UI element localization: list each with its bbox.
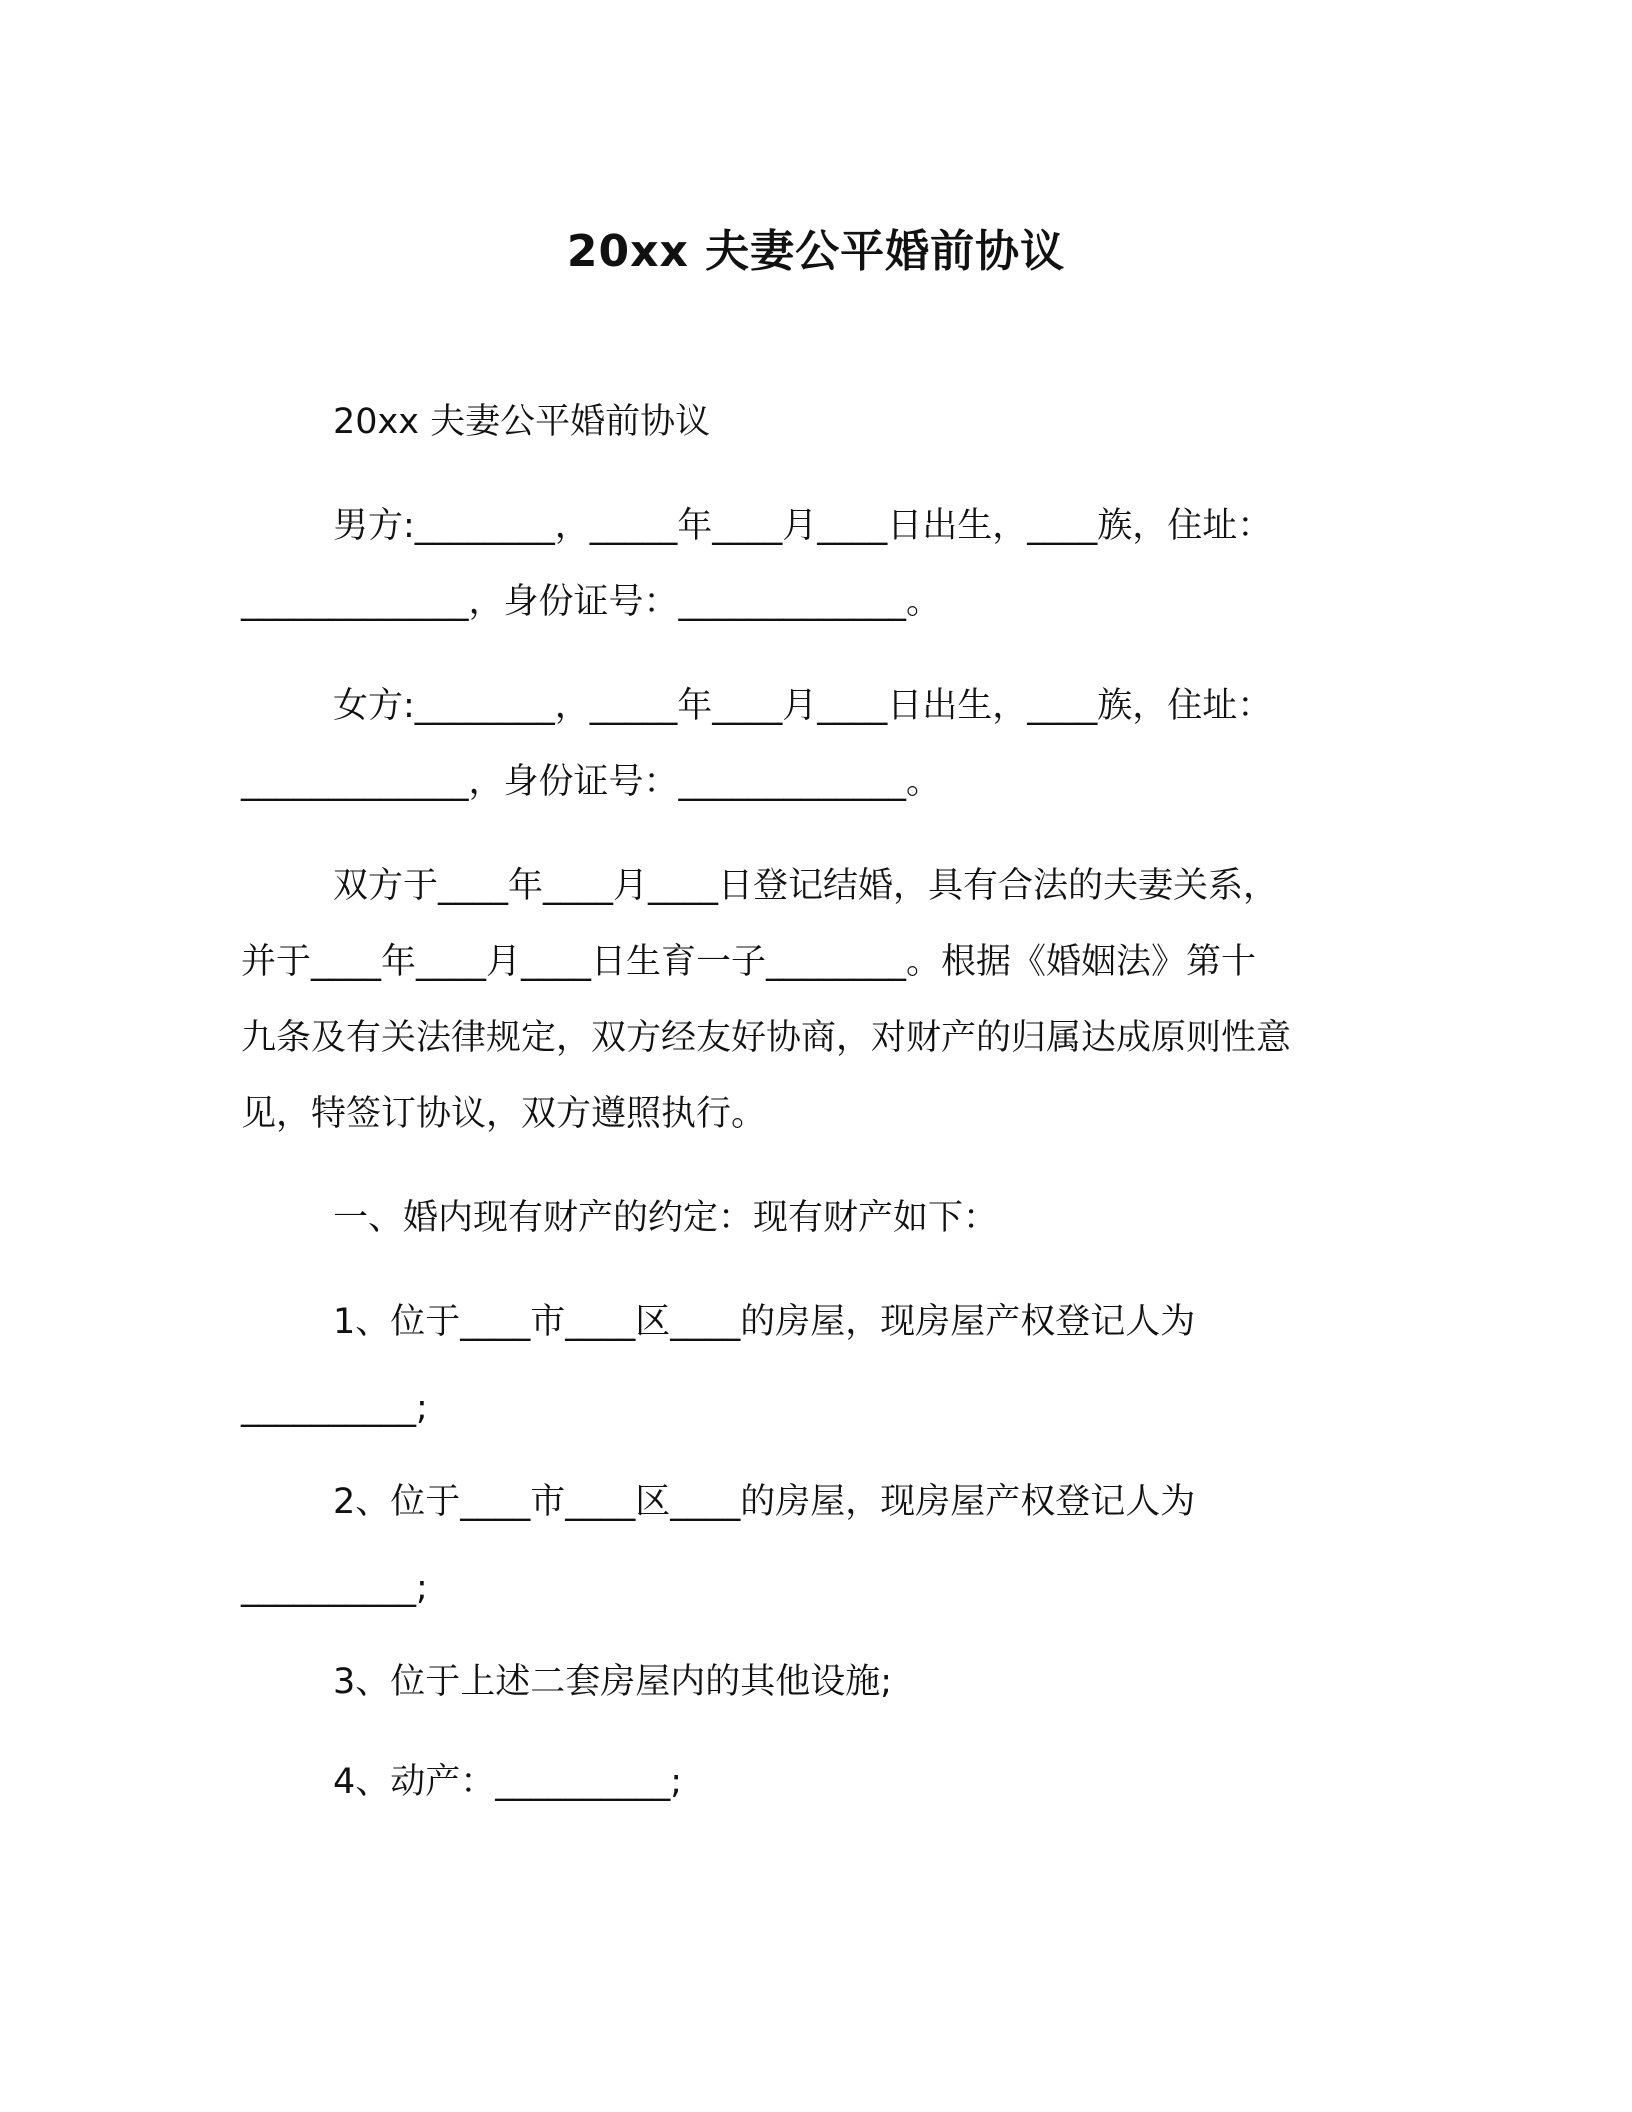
man-info-line-2: _____________，身份证号：_____________。 — [241, 582, 942, 622]
preamble-line-4: 见，特签订协议，双方遵照执行。 — [241, 1094, 767, 1134]
item-1-line-1: 1、位于____市____区____的房屋，现房屋产权登记人为 — [333, 1302, 1196, 1342]
preamble-line-1: 双方于____年____月____日登记结婚，具有合法的夫妻关系， — [333, 866, 1279, 906]
item-2-line-1: 2、位于____市____区____的房屋，现房屋产权登记人为 — [333, 1482, 1196, 1522]
item-4: 4、动产：__________; — [333, 1762, 683, 1802]
woman-info-line-2: _____________，身份证号：_____________。 — [241, 762, 942, 802]
document-subtitle: 20xx 夫妻公平婚前协议 — [333, 402, 711, 442]
document-title: 20xx 夫妻公平婚前协议 — [566, 226, 1066, 277]
man-info-line-1: 男方:________，_____年____月____日出生，____族，住址： — [333, 506, 1273, 546]
preamble-line-2: 并于____年____月____日生育一子________。根据《婚姻法》第十 — [241, 942, 1257, 982]
item-3: 3、位于上述二套房屋内的其他设施; — [333, 1662, 893, 1702]
item-1-line-2: __________; — [241, 1388, 428, 1428]
section-1-heading: 一、婚内现有财产的约定：现有财产如下： — [333, 1198, 999, 1238]
preamble-line-3: 九条及有关法律规定，双方经友好协商，对财产的归属达成原则性意 — [241, 1018, 1292, 1058]
item-2-line-2: __________; — [241, 1568, 428, 1608]
woman-info-line-1: 女方:________，_____年____月____日出生，____族，住址： — [333, 686, 1273, 726]
